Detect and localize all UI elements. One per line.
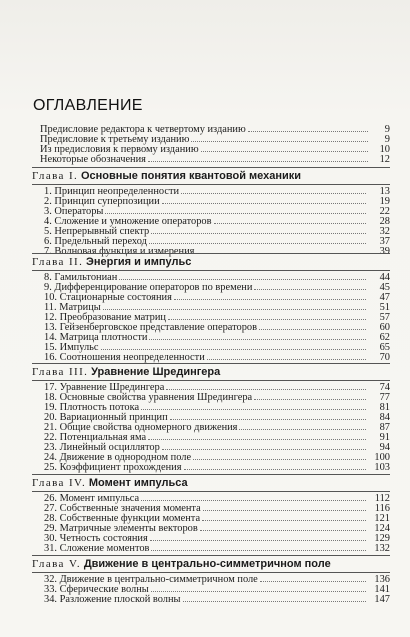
entry-label: 4. Сложение и умножение операторов xyxy=(44,216,212,227)
page-number: 84 xyxy=(379,412,390,423)
dot-leader xyxy=(170,412,366,420)
entry-label: 7. Волновая функция и измерения xyxy=(44,246,195,257)
dot-leader xyxy=(183,594,367,602)
page-number: 136 xyxy=(374,574,390,585)
page-number: 103 xyxy=(374,462,390,473)
chapter-heading xyxy=(32,169,390,183)
entry-label: 6. Предельный переход xyxy=(44,236,147,247)
chapter-number: Глава III. xyxy=(32,366,89,378)
entry-label: 16. Соотношения неопределенности xyxy=(44,352,205,363)
chapter-rule xyxy=(32,572,390,573)
section-entry xyxy=(44,452,390,462)
page-number: 39 xyxy=(379,246,390,257)
page-number: 116 xyxy=(374,503,390,514)
entry-label: 28. Собственные функции момента xyxy=(44,513,201,524)
dot-leader xyxy=(101,342,367,350)
section-list xyxy=(32,186,390,256)
chapter-rule xyxy=(32,253,390,254)
section-entry xyxy=(44,594,390,604)
dot-leader xyxy=(201,144,368,152)
entry-label: 25. Коэффициент прохождения xyxy=(44,462,182,473)
dot-leader xyxy=(184,462,366,470)
page-number: 132 xyxy=(374,543,390,554)
entry-label: 18. Основные свойства уравнения Шредингера xyxy=(44,392,253,403)
dot-leader xyxy=(200,523,366,531)
page-number: 81 xyxy=(379,402,390,413)
front-matter-list xyxy=(40,124,390,164)
chapter-number: Глава V. xyxy=(32,558,82,570)
dot-leader xyxy=(151,584,366,592)
section-entry xyxy=(44,236,390,246)
entry-label: 9. Дифференцирование операторов по времени xyxy=(44,282,253,293)
section-entry xyxy=(44,432,390,442)
entry-label: 17. Уравнение Шредингера xyxy=(44,382,165,393)
section-entry xyxy=(44,422,390,432)
chapter-rule xyxy=(32,363,390,364)
entry-label: 5. Непрерывный спектр xyxy=(44,226,150,237)
entry-label: 23. Линейный осциллятор xyxy=(44,442,160,453)
page-number: 87 xyxy=(379,422,390,433)
dot-leader xyxy=(149,332,366,340)
entry-label: 21. Общие свойства одномерного движения xyxy=(44,422,238,433)
section-entry xyxy=(44,322,390,332)
page-number: 13 xyxy=(379,186,390,197)
page-number: 10 xyxy=(379,144,390,155)
dot-leader xyxy=(193,452,366,460)
dot-leader xyxy=(203,503,366,511)
dot-leader xyxy=(151,543,366,551)
chapter-rule xyxy=(32,167,390,168)
page-number: 77 xyxy=(379,392,390,403)
dot-leader xyxy=(149,236,366,244)
section-list xyxy=(32,272,390,362)
section-list xyxy=(32,382,390,472)
front-matter-entry xyxy=(40,134,390,144)
dot-leader xyxy=(148,154,368,162)
dot-leader xyxy=(260,574,366,582)
chapter-title: Основные понятия квантовой механики xyxy=(80,170,302,182)
section-entry xyxy=(44,412,390,422)
page-number: 62 xyxy=(379,332,390,343)
section-entry xyxy=(44,462,390,472)
page-number: 60 xyxy=(379,322,390,333)
page-number: 94 xyxy=(379,442,390,453)
dot-leader xyxy=(259,322,366,330)
dot-leader xyxy=(105,206,366,214)
section-entry xyxy=(44,533,390,543)
dot-leader xyxy=(162,196,366,204)
entry-label: 32. Движение в центрально-симметричном поле xyxy=(44,574,258,585)
entry-label: 10. Стационарные состояния xyxy=(44,292,172,303)
section-entry xyxy=(44,584,390,594)
entry-label: 30. Четность состояния xyxy=(44,533,148,544)
entry-label: 19. Плотность потока xyxy=(44,402,140,413)
entry-label: 34. Разложение плоской волны xyxy=(44,594,181,605)
dot-leader xyxy=(191,134,368,142)
chapter-4 xyxy=(32,473,390,553)
entry-label: Предисловие редактора к четвертому изданию xyxy=(40,124,246,135)
dot-leader xyxy=(166,382,366,390)
section-entry xyxy=(44,282,390,292)
entry-label: 14. Матрица плотности xyxy=(44,332,148,343)
dot-leader xyxy=(150,533,366,541)
page-number: 129 xyxy=(374,533,390,544)
dot-leader xyxy=(254,282,366,290)
section-entry xyxy=(44,196,390,206)
chapter-heading xyxy=(32,476,390,490)
entry-label: 8. Гамильтониан xyxy=(44,272,118,283)
page-number: 28 xyxy=(379,216,390,227)
section-entry xyxy=(44,272,390,282)
section-list xyxy=(32,493,390,553)
section-list xyxy=(32,574,390,604)
entry-label: 12. Преобразование матриц xyxy=(44,312,166,323)
front-matter-entry xyxy=(40,124,390,134)
dot-leader xyxy=(239,422,366,430)
chapter-title: Движение в центрально-симметричном поле xyxy=(83,558,331,570)
section-entry xyxy=(44,392,390,402)
dot-leader xyxy=(248,124,368,132)
section-entry xyxy=(44,312,390,322)
chapter-heading xyxy=(32,255,390,269)
page-number: 37 xyxy=(379,236,390,247)
dot-leader xyxy=(162,442,366,450)
chapter-title: Уравнение Шредингера xyxy=(91,366,221,378)
chapter-2 xyxy=(32,252,390,362)
chapter-rule xyxy=(32,555,390,556)
page-number: 12 xyxy=(379,154,390,165)
chapter-5 xyxy=(32,554,390,604)
entry-label: 33. Сферические волны xyxy=(44,584,149,595)
front-matter-entry xyxy=(40,144,390,154)
chapter-rule xyxy=(32,474,390,475)
section-entry xyxy=(44,332,390,342)
section-entry xyxy=(44,493,390,503)
dot-leader xyxy=(103,302,366,310)
entry-label: 1. Принцип неопределенности xyxy=(44,186,180,197)
front-matter-entry xyxy=(40,154,390,164)
page-number: 32 xyxy=(379,226,390,237)
chapter-rule xyxy=(32,491,390,492)
section-entry xyxy=(44,292,390,302)
page-number: 100 xyxy=(374,452,390,463)
page-number: 57 xyxy=(379,312,390,323)
chapter-number: Глава IV. xyxy=(32,477,87,489)
dot-leader xyxy=(168,312,366,320)
page-number: 147 xyxy=(374,594,390,605)
page-number: 51 xyxy=(379,302,390,313)
entry-label: 22. Потенциальная яма xyxy=(44,432,147,443)
entry-label: Из предисловия к первому изданию xyxy=(40,144,199,155)
chapter-title: Энергия и импульс xyxy=(86,256,192,268)
entry-label: Некоторые обозначения xyxy=(40,154,146,165)
entry-label: 29. Матричные элементы векторов xyxy=(44,523,198,534)
section-entry xyxy=(44,382,390,392)
chapter-1 xyxy=(32,166,390,256)
section-entry xyxy=(44,186,390,196)
section-entry xyxy=(44,513,390,523)
section-entry xyxy=(44,402,390,412)
dot-leader xyxy=(151,226,366,234)
entry-label: 15. Импульс xyxy=(44,342,99,353)
entry-label: 26. Момент импульса xyxy=(44,493,140,504)
entry-label: 20. Вариационный принцип xyxy=(44,412,168,423)
chapter-number: Глава II. xyxy=(32,256,84,268)
dot-leader xyxy=(119,272,366,280)
page-number: 91 xyxy=(379,432,390,443)
entry-label: 11. Матрицы xyxy=(44,302,101,313)
section-entry xyxy=(44,342,390,352)
entry-label: 3. Операторы xyxy=(44,206,104,217)
page-title: ОГЛАВЛЕНИЕ xyxy=(33,97,143,114)
entry-label: 31. Сложение моментов xyxy=(44,543,150,554)
dot-leader xyxy=(207,352,366,360)
section-entry xyxy=(44,352,390,362)
chapter-3 xyxy=(32,362,390,472)
section-entry xyxy=(44,302,390,312)
section-entry xyxy=(44,206,390,216)
dot-leader xyxy=(254,392,366,400)
dot-leader xyxy=(214,216,366,224)
dot-leader xyxy=(202,513,366,521)
page-number: 141 xyxy=(374,584,390,595)
dot-leader xyxy=(148,432,366,440)
chapter-rule xyxy=(32,270,390,271)
section-entry xyxy=(44,523,390,533)
page-number: 19 xyxy=(379,196,390,207)
entry-label: 2. Принцип суперпозиции xyxy=(44,196,160,207)
page-number: 112 xyxy=(374,493,390,504)
page-number: 47 xyxy=(379,292,390,303)
section-entry xyxy=(44,442,390,452)
section-entry xyxy=(44,574,390,584)
page-number: 9 xyxy=(384,124,390,135)
page-number: 65 xyxy=(379,342,390,353)
section-entry xyxy=(44,543,390,553)
page-number: 124 xyxy=(374,523,390,534)
show-through-text xyxy=(60,36,390,86)
dot-leader xyxy=(141,493,366,501)
chapter-number: Глава I. xyxy=(32,170,79,182)
page-number: 9 xyxy=(384,134,390,145)
dot-leader xyxy=(141,402,366,410)
chapter-rule xyxy=(32,380,390,381)
chapter-heading xyxy=(32,365,390,379)
section-entry xyxy=(44,216,390,226)
page-number: 121 xyxy=(374,513,390,524)
chapter-rule xyxy=(32,184,390,185)
section-entry xyxy=(44,226,390,236)
chapter-title: Момент импульса xyxy=(88,477,188,489)
section-entry xyxy=(44,503,390,513)
entry-label: 24. Движение в однородном поле xyxy=(44,452,192,463)
page-number: 45 xyxy=(379,282,390,293)
page-number: 22 xyxy=(379,206,390,217)
page-number: 70 xyxy=(379,352,390,363)
entry-label: 27. Собственные значения момента xyxy=(44,503,201,514)
page-number: 74 xyxy=(379,382,390,393)
chapter-heading xyxy=(32,557,390,571)
entry-label: Предисловие к третьему изданию xyxy=(40,134,190,145)
dot-leader xyxy=(174,292,366,300)
entry-label: 13. Гейзенберговское представление операторов xyxy=(44,322,258,333)
dot-leader xyxy=(181,186,366,194)
page-number: 44 xyxy=(379,272,390,283)
